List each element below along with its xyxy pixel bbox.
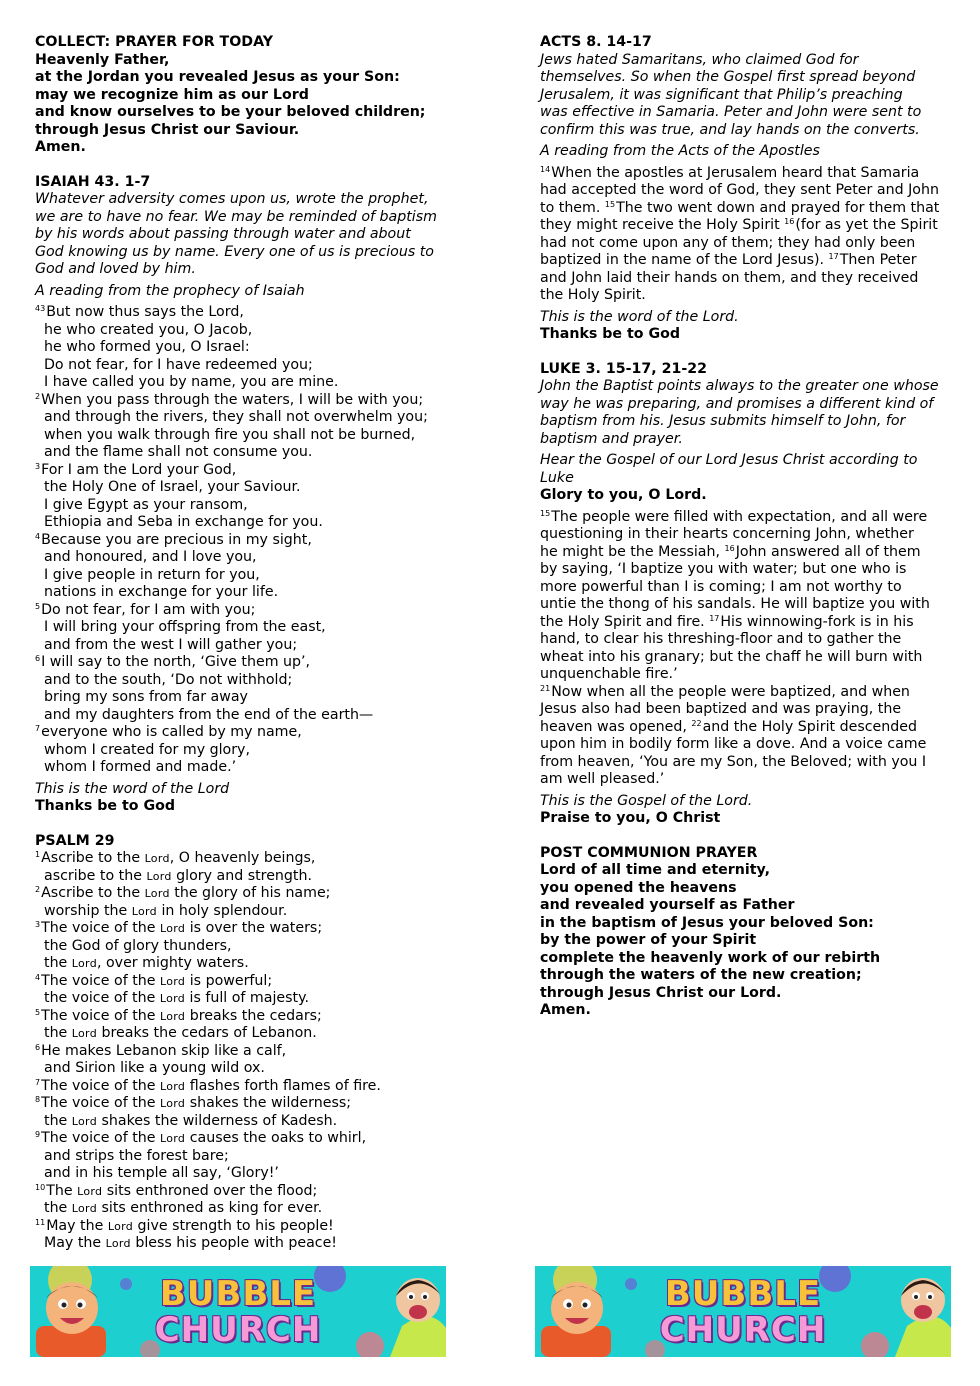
reading-text: the Holy Spirit.	[540, 287, 646, 303]
verse-text: is powerful;	[185, 972, 273, 989]
lord-smallcaps: Lord	[107, 1219, 134, 1233]
reading-text: by saying, ‘I baptize you with water; but one who is	[540, 561, 907, 577]
verse-number: 1	[35, 850, 41, 859]
isaiah-verse-line	[35, 672, 455, 690]
luke-reading-line	[540, 666, 950, 684]
psalm-verses	[35, 850, 455, 1253]
verse-text: nations in exchange for your life.	[44, 584, 279, 600]
post-communion-line: by the power of your Spirit	[540, 932, 757, 948]
acts-reading-line	[540, 165, 950, 183]
psalm-verse-line	[35, 1183, 455, 1201]
verse-text: I will say to the north, ‘Give them up’,	[41, 654, 311, 670]
reading-text: Then Peter	[839, 252, 917, 268]
verse-number: 6	[35, 1042, 41, 1052]
banner-title-line1: BUBBLE	[159, 1274, 317, 1314]
verse-number: 3	[35, 461, 41, 471]
isaiah-intro-line: Whatever adversity comes upon us, wrote the prophet,	[35, 191, 429, 207]
isaiah-verse-line	[35, 357, 455, 375]
psalm-verse-line	[35, 1008, 455, 1026]
isaiah-verse-line	[35, 462, 455, 480]
acts-reading-line	[540, 200, 950, 218]
lord-smallcaps: Lord	[105, 1237, 131, 1250]
lord-smallcaps: Lord	[159, 992, 186, 1005]
verse-text: whom I formed and made.’	[44, 759, 237, 775]
isaiah-verse-line	[35, 444, 455, 462]
reading-text: upon him in bodily form like a dove. And a voice came	[540, 736, 927, 752]
psalm-verse-line	[35, 955, 455, 973]
psalm-verse-line	[35, 1095, 455, 1113]
acts-reading-line	[540, 235, 950, 253]
post-communion-line: through the waters of the new creation;	[540, 967, 862, 983]
lord-smallcaps: Lord	[131, 904, 157, 918]
lord-smallcaps: Lord	[77, 1184, 103, 1198]
isaiah-verse-line	[35, 339, 455, 357]
post-communion-heading: POST COMMUNION PRAYER	[540, 844, 758, 861]
verse-text: Because you are precious in my sight,	[41, 531, 312, 548]
isaiah-verse-line	[35, 304, 455, 322]
verse-number: 4	[35, 531, 41, 541]
isaiah-intro-line: by his words about passing through water and about	[35, 226, 411, 242]
verse-text: I give Egypt as your ransom,	[44, 496, 248, 513]
isaiah-verse-line	[35, 549, 455, 567]
verse-text: whom I created for my glory,	[44, 741, 250, 758]
isaiah-verse-line	[35, 584, 455, 602]
verse-text: The	[46, 1182, 78, 1199]
acts-reading-line	[540, 270, 950, 288]
verse-text: The voice of the	[41, 920, 161, 936]
verse-text: May the	[44, 1235, 106, 1251]
lord-smallcaps: Lord	[144, 887, 170, 900]
verse-number: 15	[540, 508, 551, 518]
puppet-boy-icon	[36, 1282, 106, 1357]
acts-closing: This is the word of the Lord.	[540, 308, 739, 325]
verse-text: causes the oaks to whirl,	[185, 1130, 367, 1146]
psalm-verse-line	[35, 885, 455, 903]
verse-text: glory and strength.	[171, 867, 312, 884]
verse-text: The voice of the	[41, 1095, 161, 1111]
luke-reading-line	[540, 596, 950, 614]
verse-text: The voice of the	[41, 1077, 161, 1094]
psalm-verse-line	[35, 903, 455, 921]
verse-text: Ascribe to the	[41, 850, 145, 866]
verse-number: 4	[35, 972, 41, 982]
verse-number: 16	[724, 543, 735, 553]
verse-number: 11	[35, 1217, 46, 1227]
post-communion-line: complete the heavenly work of our rebirth	[540, 949, 881, 966]
isaiah-section	[35, 174, 455, 816]
verse-text: breaks the cedars of Lebanon.	[96, 1025, 317, 1041]
verse-text: in holy splendour.	[156, 902, 288, 919]
verse-number: 5	[35, 601, 41, 611]
luke-reading	[540, 509, 950, 789]
reading-text: When the apostles at Jerusalem heard that Samaria	[551, 164, 920, 181]
isaiah-verse-line	[35, 374, 455, 392]
verse-text: , over mighty waters.	[96, 955, 249, 971]
psalm-section	[35, 833, 455, 1253]
reading-text: and John laid their hands on them, and they received	[540, 269, 919, 286]
collect-line: Heavenly Father,	[35, 51, 170, 68]
verse-text: May the	[46, 1217, 108, 1234]
acts-intro-line: themselves. So when the Gospel first spread beyond	[540, 69, 916, 85]
verse-text: shakes the wilderness of Kadesh.	[96, 1112, 338, 1129]
psalm-verse-line	[35, 1200, 455, 1218]
verse-text: For I am the Lord your God,	[41, 461, 237, 478]
verse-number: 10	[35, 1182, 46, 1192]
post-communion-line: Lord of all time and eternity,	[540, 862, 771, 878]
acts-reading-line	[540, 182, 950, 200]
reading-text: wheat into his granary; but the chaff he will burn with	[540, 648, 923, 665]
luke-reading-line	[540, 561, 950, 579]
isaiah-closing: This is the word of the Lord	[35, 780, 230, 797]
psalm-verse-line	[35, 850, 455, 868]
verse-text: and from the west I will gather you;	[44, 636, 298, 653]
verse-number: 17	[828, 252, 839, 261]
verse-number: 17	[709, 613, 720, 623]
reading-text: questioning in their hearts concerning John, whether	[540, 526, 914, 542]
verse-number: 2	[35, 391, 41, 401]
collect-amen: Amen.	[35, 139, 86, 155]
luke-announce-line: Luke	[540, 469, 574, 486]
post-communion-section	[540, 845, 950, 1020]
luke-intro-line: John the Baptist points always to the greater one whose	[540, 378, 939, 394]
verse-text: flashes forth flames of fire.	[185, 1077, 381, 1094]
verse-number: 16	[784, 217, 795, 226]
luke-closing: This is the Gospel of the Lord.	[540, 792, 753, 809]
reading-text: had accepted the word of God, they sent Peter and John	[540, 182, 939, 198]
verse-number: 8	[35, 1095, 41, 1104]
luke-reading-line	[540, 631, 950, 649]
puppet-boy-icon	[541, 1282, 611, 1357]
verse-text: the God of glory thunders,	[44, 937, 232, 954]
psalm-verse-line	[35, 868, 455, 886]
acts-heading: ACTS 8. 14-17	[540, 34, 652, 50]
verse-text: and in his temple all say, ‘Glory!’	[44, 1165, 279, 1181]
isaiah-verse-line	[35, 742, 455, 760]
lord-smallcaps: Lord	[144, 852, 170, 865]
post-communion-amen: Amen.	[540, 1002, 591, 1018]
verse-text: I give people in return for you,	[44, 566, 260, 583]
psalm-verse-line	[35, 938, 455, 956]
psalm-verse-line	[35, 973, 455, 991]
verse-text: Do not fear, for I have redeemed you;	[44, 356, 313, 373]
reading-text: untie the thong of his sandals. He will baptize you with	[540, 596, 930, 612]
luke-reading-line	[540, 754, 950, 772]
reading-text: heaven was opened,	[540, 718, 692, 735]
lord-smallcaps: Lord	[160, 1079, 186, 1093]
isaiah-verse-line	[35, 497, 455, 515]
lord-smallcaps: Lord	[160, 1132, 186, 1145]
verse-text: The voice of the	[41, 972, 161, 989]
reading-text: he might be the Messiah,	[540, 543, 725, 560]
right-column	[540, 34, 950, 1020]
isaiah-verse-line	[35, 602, 455, 620]
isaiah-intro-line: God and loved by him.	[35, 261, 196, 277]
luke-reading-line	[540, 701, 950, 719]
reading-text: Now when all the people were baptized, and when	[551, 683, 910, 700]
psalm-verse-line	[35, 920, 455, 938]
isaiah-verse-line	[35, 707, 455, 725]
acts-intro-line: confirm this was true, and lay hands on the converts.	[540, 121, 920, 138]
reading-text: from heaven, ‘You are my Son, the Beloved; with you I	[540, 753, 927, 770]
verse-number: 2	[35, 885, 41, 894]
isaiah-verse-line	[35, 427, 455, 445]
luke-announce-line: Hear the Gospel of our Lord Jesus Christ according to	[540, 452, 918, 468]
verse-number: 22	[691, 718, 702, 728]
isaiah-verse-line	[35, 637, 455, 655]
isaiah-intro-line: we are to have no fear. We may be reminded of baptism	[35, 208, 437, 225]
verse-text: Do not fear, for I am with you;	[41, 601, 256, 618]
verse-text: sits enthroned over the flood;	[102, 1182, 318, 1199]
luke-intro-line: baptism and prayer.	[540, 430, 683, 447]
acts-reading	[540, 165, 950, 305]
verse-text: worship the	[44, 902, 132, 919]
lord-smallcaps: Lord	[160, 974, 186, 988]
luke-announce-response: Glory to you, O Lord.	[540, 487, 707, 503]
psalm-verse-line	[35, 1165, 455, 1183]
isaiah-verse-line	[35, 654, 455, 672]
luke-section	[540, 361, 950, 828]
acts-reading-line	[540, 252, 950, 270]
acts-intro-line: Jerusalem, it was significant that Philip’s preaching	[540, 86, 903, 103]
verse-text: when you walk through fire you shall not be burned,	[44, 426, 416, 443]
reading-text: unquenchable fire.’	[540, 666, 678, 682]
luke-reading-line	[540, 509, 950, 527]
left-column	[35, 34, 455, 1253]
luke-reading-line	[540, 684, 950, 702]
verse-text: and my daughters from the end of the earth—	[44, 706, 374, 723]
luke-reading-line	[540, 544, 950, 562]
reading-text: hand, to clear his threshing-floor and to gather the	[540, 631, 902, 647]
verse-text: bring my sons from far away	[44, 689, 248, 705]
acts-reading-line	[540, 217, 950, 235]
reading-text: the Holy Spirit and fire.	[540, 613, 710, 630]
puppet-girl-icon	[895, 1278, 951, 1357]
reading-text: more powerful than I is coming; I am not worthy to	[540, 578, 902, 595]
lord-smallcaps: Lord	[160, 1097, 186, 1110]
verse-number: 6	[35, 654, 41, 663]
collect-line: may we recognize him as our Lord	[35, 86, 309, 103]
verse-text: I have called you by name, you are mine.	[44, 374, 339, 390]
collect-section	[35, 34, 455, 157]
luke-response: Praise to you, O Christ	[540, 810, 721, 826]
banner-title-line1: BUBBLE	[664, 1274, 822, 1314]
luke-reading-line	[540, 579, 950, 597]
verse-number: 43	[35, 304, 46, 313]
luke-intro-line: baptism from his. Jesus submits himself to John, for	[540, 413, 906, 429]
reading-text: am well pleased.’	[540, 771, 665, 787]
verse-number: 7	[35, 724, 41, 733]
verse-text: the voice of the	[44, 990, 160, 1006]
verse-text: Ascribe to the	[41, 885, 145, 901]
isaiah-heading: ISAIAH 43. 1-7	[35, 173, 151, 190]
verse-text: I will bring your offspring from the east,	[44, 619, 326, 635]
verse-text: When you pass through the waters, I will be with you;	[41, 391, 424, 408]
reading-text: and the Holy Spirit descended	[702, 718, 917, 735]
verse-number: 7	[35, 1077, 41, 1087]
isaiah-verse-line	[35, 532, 455, 550]
reading-text: The people were filled with expectation, and all were	[551, 508, 928, 525]
luke-reading-line	[540, 771, 950, 789]
verse-text: and Sirion like a young wild ox.	[44, 1060, 265, 1076]
psalm-heading: PSALM 29	[35, 832, 115, 849]
lord-smallcaps: Lord	[71, 1202, 97, 1215]
post-communion-line: you opened the heavens	[540, 879, 737, 896]
verse-text: the Holy One of Israel, your Saviour.	[44, 479, 301, 495]
verse-text: he who formed you, O Israel:	[44, 339, 250, 355]
isaiah-verse-line	[35, 392, 455, 410]
isaiah-verse-line	[35, 759, 455, 777]
post-communion-line: through Jesus Christ our Lord.	[540, 984, 782, 1001]
verse-text: , O heavenly beings,	[169, 850, 316, 866]
lord-smallcaps: Lord	[71, 1027, 97, 1040]
isaiah-announce: A reading from the prophecy of Isaiah	[35, 282, 305, 299]
psalm-verse-line	[35, 1235, 455, 1253]
acts-response: Thanks be to God	[540, 326, 681, 342]
banner-title-line2: CHURCH	[154, 1310, 322, 1350]
isaiah-intro-line: God knowing us by name. Every one of us is precious to	[35, 243, 434, 260]
reading-text: The two went down and prayed for them that	[616, 199, 940, 216]
collect-line: at the Jordan you revealed Jesus as your Son:	[35, 69, 400, 85]
verse-number: 5	[35, 1007, 41, 1017]
isaiah-verse-line	[35, 567, 455, 585]
verse-text: is over the waters;	[185, 920, 323, 936]
verse-number: 15	[604, 199, 616, 209]
isaiah-verse-line	[35, 409, 455, 427]
isaiah-verse-line	[35, 724, 455, 742]
post-communion-line: in the baptism of Jesus your beloved Son:	[540, 914, 874, 931]
psalm-verse-line	[35, 1113, 455, 1131]
lord-smallcaps: Lord	[146, 869, 172, 883]
verse-text: Ethiopia and Seba in exchange for you.	[44, 514, 323, 530]
verse-text: everyone who is called by my name,	[41, 724, 302, 740]
luke-reading-line	[540, 736, 950, 754]
luke-reading-line	[540, 649, 950, 667]
isaiah-verses	[35, 304, 455, 777]
verse-text: the	[44, 1025, 72, 1041]
reading-text: (for as yet the Spirit	[795, 217, 938, 233]
isaiah-verse-line	[35, 479, 455, 497]
psalm-verse-line	[35, 1025, 455, 1043]
isaiah-response: Thanks be to God	[35, 798, 176, 814]
verse-text: and strips the forest bare;	[44, 1147, 229, 1164]
isaiah-verse-line	[35, 514, 455, 532]
reading-text: they might receive the Holy Spirit	[540, 217, 785, 233]
reading-text: to them.	[540, 199, 605, 216]
collect-line: through Jesus Christ our Saviour.	[35, 121, 300, 138]
isaiah-verse-line	[35, 619, 455, 637]
verse-number: 3	[35, 920, 41, 929]
verse-text: and to the south, ‘Do not withhold;	[44, 671, 293, 688]
verse-text: he who created you, O Jacob,	[44, 321, 253, 338]
verse-text: and the flame shall not consume you.	[44, 444, 313, 460]
verse-text: the	[44, 1200, 72, 1216]
psalm-verse-line	[35, 1078, 455, 1096]
banner-title-line2: CHURCH	[659, 1310, 827, 1350]
psalm-verse-line	[35, 1130, 455, 1148]
luke-heading: LUKE 3. 15-17, 21-22	[540, 360, 707, 377]
verse-text: breaks the cedars;	[185, 1007, 322, 1024]
verse-text: The voice of the	[41, 1130, 161, 1146]
lord-smallcaps: Lord	[71, 957, 97, 970]
collect-line: and know ourselves to be your beloved children;	[35, 104, 426, 120]
lord-smallcaps: Lord	[160, 1009, 186, 1023]
luke-reading-line	[540, 719, 950, 737]
verse-number: 9	[35, 1130, 41, 1139]
psalm-verse-line	[35, 1148, 455, 1166]
verse-text: shakes the wilderness;	[185, 1095, 352, 1111]
lord-smallcaps: Lord	[160, 922, 186, 935]
verse-text: ascribe to the	[44, 867, 147, 884]
bubble-church-banner	[30, 1266, 446, 1357]
verse-number: 14	[540, 164, 551, 174]
verse-number: 21	[540, 683, 551, 693]
verse-text: The voice of the	[41, 1007, 161, 1024]
verse-text: and honoured, and I love you,	[44, 549, 257, 565]
verse-text: He makes Lebanon skip like a calf,	[41, 1042, 287, 1059]
psalm-verse-line	[35, 990, 455, 1008]
puppet-girl-icon	[390, 1278, 446, 1357]
acts-section	[540, 34, 950, 344]
reading-text: Jesus also had been baptized and was praying, the	[540, 701, 902, 717]
psalm-verse-line	[35, 1060, 455, 1078]
collect-heading: COLLECT: PRAYER FOR TODAY	[35, 34, 273, 50]
verse-text: the	[44, 1112, 72, 1129]
verse-text: But now thus says the Lord,	[46, 304, 244, 320]
reading-text: baptized in the name of the Lord Jesus).	[540, 252, 829, 268]
reading-text: had not come upon any of them; they had only been	[540, 234, 916, 251]
acts-intro-line: Jews hated Samaritans, who claimed God for	[540, 51, 859, 68]
verse-text: sits enthroned as king for ever.	[96, 1200, 323, 1216]
verse-text: the	[44, 955, 72, 971]
isaiah-verse-line	[35, 322, 455, 340]
verse-text: and through the rivers, they shall not overwhelm you;	[44, 409, 428, 425]
lord-smallcaps: Lord	[71, 1114, 97, 1128]
luke-reading-line	[540, 526, 950, 544]
luke-reading-line	[540, 614, 950, 632]
bubble-church-banner	[535, 1266, 951, 1357]
psalm-verse-line	[35, 1043, 455, 1061]
verse-text: bless his people with peace!	[130, 1235, 337, 1251]
isaiah-verse-line	[35, 689, 455, 707]
acts-announce: A reading from the Acts of the Apostles	[540, 143, 820, 159]
verse-text: give strength to his people!	[133, 1217, 334, 1234]
reading-text: John answered all of them	[735, 543, 921, 560]
luke-intro-line: way he was preparing, and promises a different kind of	[540, 395, 934, 412]
acts-intro-line: was effective in Samaria. Peter and John were sent to	[540, 104, 922, 120]
post-communion-line: and revealed yourself as Father	[540, 897, 795, 913]
verse-text: is full of majesty.	[185, 990, 309, 1006]
reading-text: His winnowing-fork is in his	[720, 613, 914, 630]
psalm-verse-line	[35, 1218, 455, 1236]
verse-text: the glory of his name;	[169, 885, 331, 901]
acts-reading-line	[540, 287, 950, 305]
